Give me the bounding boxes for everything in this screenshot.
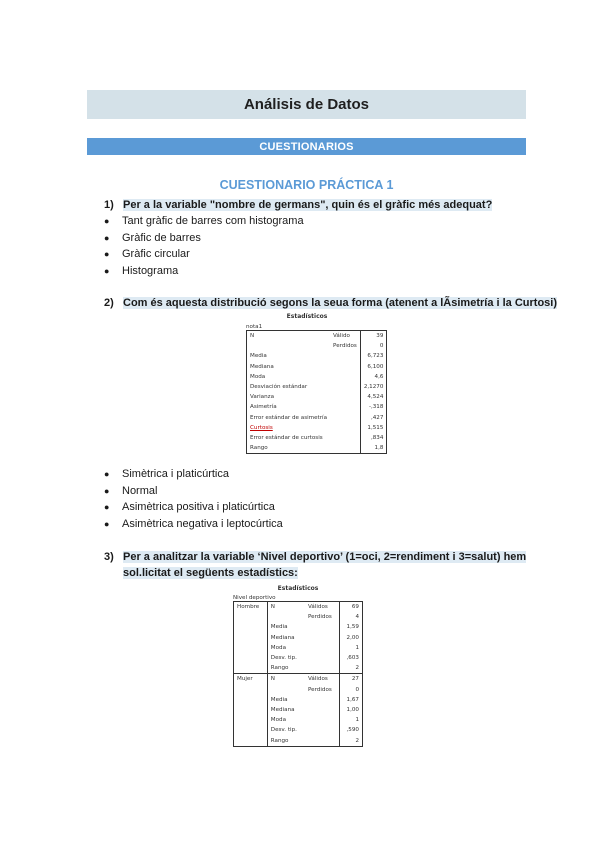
- stat-value: 0: [355, 686, 359, 693]
- stat-label: Curtosis: [250, 424, 273, 431]
- bullet-icon: ●: [104, 502, 110, 512]
- question-text: Per a la variable "nombre de germans", quin és el gràfic més adequat?: [123, 199, 493, 211]
- statistics-table-2: [233, 585, 363, 747]
- question-number: 3): [104, 551, 114, 563]
- bullet-icon: ●: [104, 265, 110, 276]
- stat-label: Mediana: [270, 634, 295, 641]
- question-text-line-1: Per a analitzar la variable ‘Nivel deportivo’ (1=oci, 2=rendiment i 3=salut) hem: [123, 551, 527, 563]
- table-row: [234, 612, 363, 622]
- stat-value: ,603: [346, 655, 359, 662]
- question-text: Com és aquesta distribució segons la seua forma (atenent a lÃsimetría i la Curtosi): [123, 297, 558, 309]
- stat-label: N: [250, 333, 255, 340]
- answer-option[interactable]: ● Asimètrica positiva i platicúrtica: [104, 501, 275, 513]
- stat-value: 2: [355, 665, 359, 672]
- stat-sublabel: Perdidos: [305, 685, 340, 695]
- table-row: [247, 402, 387, 412]
- group-label: [234, 622, 268, 632]
- stat-label: [267, 612, 305, 622]
- group-label: [234, 643, 268, 653]
- table-row: [247, 443, 387, 454]
- stat-sublabel: [330, 443, 360, 454]
- table-row: [247, 351, 387, 361]
- stat-value: 4,524: [367, 394, 384, 401]
- stat-value: 69: [351, 604, 359, 611]
- table-row: [247, 372, 387, 382]
- stat-value: 4: [355, 614, 359, 621]
- question-1-options: [104, 213, 304, 279]
- stat-sublabel: [330, 382, 360, 392]
- stat-label: Varianza: [250, 394, 275, 401]
- answer-option[interactable]: ● Simètrica i platicúrtica: [104, 468, 229, 480]
- stat-sublabel: [305, 643, 340, 653]
- table-row: [234, 725, 363, 735]
- group-label: Hombre: [234, 602, 268, 613]
- stat-value: 27: [340, 674, 363, 685]
- stat-label: Asimetría: [250, 404, 277, 411]
- stat-label: Rango: [270, 737, 289, 744]
- table-row: [234, 602, 363, 613]
- stat-sublabel: [305, 735, 340, 746]
- table-row: [234, 735, 363, 746]
- stat-value: ,427: [370, 414, 384, 421]
- stat-label: Rango: [270, 665, 289, 672]
- stat-value: 4,6: [374, 373, 384, 380]
- stat-sublabel: [330, 423, 360, 433]
- table-row: [234, 663, 363, 674]
- group-label: [234, 663, 268, 674]
- table-row: [234, 705, 363, 715]
- stat-label: Desv. tip.: [270, 727, 297, 734]
- stat-value: ,834: [370, 434, 384, 441]
- stat-label: Rango: [250, 445, 268, 452]
- stat-sublabel: [330, 372, 360, 382]
- stat-value: ,590: [346, 727, 359, 734]
- stat-value: 6,100: [367, 363, 384, 370]
- bullet-icon: ●: [104, 518, 110, 529]
- table-caption: Estadísticos: [286, 313, 328, 320]
- stat-label: Moda: [270, 644, 286, 651]
- stat-label: [247, 341, 331, 351]
- group-label: [234, 735, 268, 746]
- table-row: [234, 674, 363, 685]
- stat-sublabel: Perdidos: [330, 341, 360, 351]
- stat-label: Mediana: [270, 706, 295, 713]
- stat-sublabel: [305, 633, 340, 643]
- stat-sublabel: [330, 392, 360, 402]
- table-row: [234, 685, 363, 695]
- answer-option[interactable]: ● Normal: [104, 484, 158, 497]
- stat-sublabel: [305, 622, 340, 632]
- stat-label: Desv. tip.: [270, 655, 297, 662]
- question-number: 2): [104, 297, 114, 309]
- stat-sublabel: [330, 402, 360, 412]
- stat-label: Mediana: [250, 363, 274, 370]
- group-label: [234, 612, 268, 622]
- question-2-options: [104, 466, 283, 532]
- group-label: [234, 725, 268, 735]
- stat-label: Moda: [250, 373, 266, 380]
- statistics-table-1: [246, 313, 387, 454]
- stat-label: Error estándar de asimetría: [250, 414, 328, 421]
- stat-sublabel: [330, 351, 360, 361]
- table-row: [234, 695, 363, 705]
- stat-value: 1,515: [367, 424, 384, 431]
- statistics-grid: [246, 330, 387, 454]
- stat-value: 1,00: [346, 706, 359, 713]
- group-label: Mujer: [234, 674, 268, 685]
- stat-sublabel: [330, 413, 360, 423]
- stat-sublabel: Válido: [330, 331, 360, 342]
- stat-sublabel: [305, 695, 340, 705]
- answer-option[interactable]: ● Tant gràfic de barres com histograma: [104, 215, 304, 227]
- stat-sublabel: [305, 653, 340, 663]
- stat-value: 1: [355, 644, 359, 651]
- table-row: [234, 622, 363, 632]
- bullet-icon: ●: [104, 485, 110, 496]
- table-variable: nota1: [246, 324, 263, 330]
- stat-sublabel: Válidos: [305, 602, 340, 613]
- answer-option[interactable]: ● Gràfic circular: [104, 248, 190, 260]
- table-row: [234, 715, 363, 725]
- stat-value: 39: [376, 333, 384, 340]
- stat-value: 2: [355, 737, 359, 744]
- statistics-grid: [233, 601, 363, 747]
- stat-sublabel: [330, 433, 360, 443]
- group-label: [234, 633, 268, 643]
- page-title: Análisis de Datos: [87, 90, 526, 119]
- question-3: [104, 551, 527, 585]
- stat-value: 1,59: [346, 624, 359, 631]
- table-row: [234, 633, 363, 643]
- group-label: [234, 695, 268, 705]
- bullet-icon: ●: [104, 249, 110, 259]
- group-label: [234, 685, 268, 695]
- stat-label: Media: [250, 353, 267, 360]
- stat-value: 1,8: [374, 445, 384, 452]
- stat-label: Moda: [270, 717, 286, 724]
- table-caption: Estadísticos: [277, 585, 319, 592]
- table-row: [247, 341, 387, 351]
- group-label: [234, 715, 268, 725]
- question-number: 1): [104, 199, 114, 211]
- bullet-icon: ●: [104, 216, 110, 226]
- stat-value: 2,00: [346, 634, 359, 641]
- table-row: [247, 433, 387, 443]
- table-row: [247, 392, 387, 402]
- questionnaire-subtitle: CUESTIONARIO PRÁCTICA 1: [219, 178, 394, 192]
- stat-sublabel: [305, 715, 340, 725]
- answer-option[interactable]: ● Histograma: [104, 264, 179, 277]
- table-row: [234, 643, 363, 653]
- stat-value: 1,67: [346, 696, 359, 703]
- stat-label: Error estándar de curtosis: [250, 434, 323, 441]
- stat-label: [267, 685, 305, 695]
- stat-label: Desviación estándar: [250, 384, 308, 391]
- table-row: [247, 362, 387, 372]
- stat-value: 2,1270: [363, 384, 384, 391]
- table-row: [247, 382, 387, 392]
- table-row: [247, 423, 387, 433]
- stat-sublabel: [305, 705, 340, 715]
- stat-value: 0: [379, 343, 384, 350]
- answer-option[interactable]: ● Asimètrica negativa i leptocúrtica: [104, 517, 283, 530]
- stat-sublabel: [330, 362, 360, 372]
- bullet-icon: ●: [104, 232, 110, 243]
- table-row: [234, 653, 363, 663]
- bullet-icon: ●: [104, 469, 110, 479]
- stat-sublabel: [305, 725, 340, 735]
- stat-value: 1: [355, 717, 359, 724]
- stat-label: Media: [270, 624, 288, 631]
- stat-value: -,318: [368, 404, 384, 411]
- group-label: [234, 653, 268, 663]
- section-header: CUESTIONARIOS: [87, 138, 526, 155]
- stat-label: N: [267, 674, 305, 685]
- question-text-line-2: sol.licitat el següents estadístics:: [123, 567, 298, 579]
- table-row: [247, 413, 387, 423]
- group-label: [234, 705, 268, 715]
- stat-sublabel: [305, 663, 340, 674]
- table-row: [247, 331, 387, 342]
- stat-label: Media: [270, 696, 288, 703]
- stat-value: 6,723: [367, 353, 384, 360]
- stat-label: N: [270, 604, 275, 611]
- stat-sublabel: Perdidos: [305, 612, 340, 622]
- stat-sublabel: Válidos: [305, 674, 340, 685]
- table-variable: Nivel deportivo: [233, 595, 276, 601]
- answer-option[interactable]: ● Gràfic de barres: [104, 231, 201, 244]
